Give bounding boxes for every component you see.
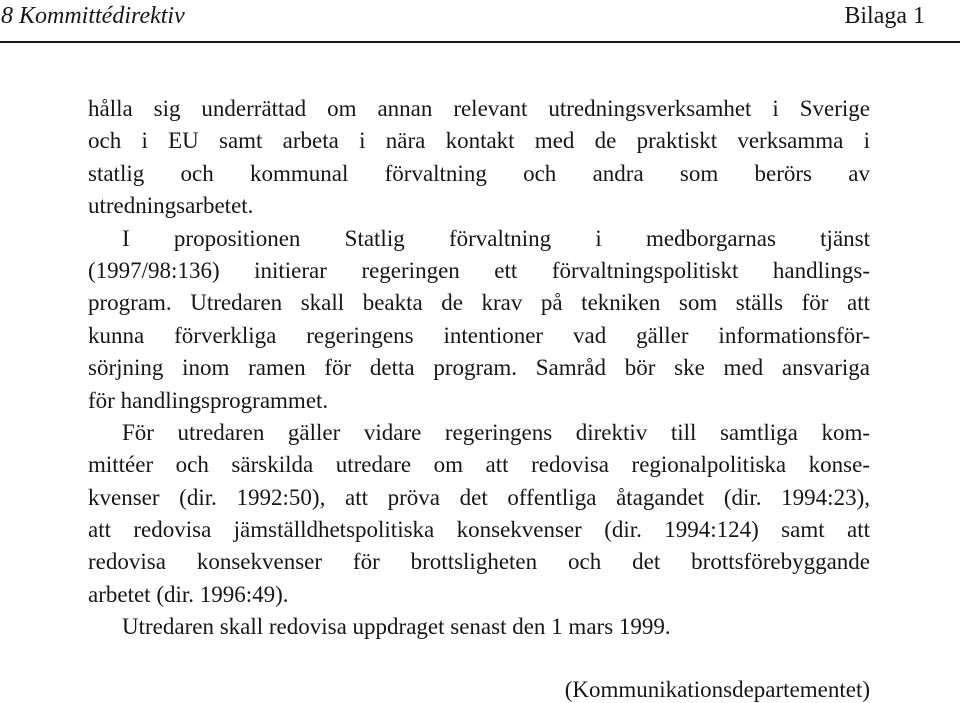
text-line: Utredaren skall redovisa uppdraget senast den 1 mars 1999. (122, 614, 671, 640)
text-line: redovisa konsekvenser för brottsligheten och det brottsförebyggande (88, 549, 870, 575)
text-line: hålla sig underrättad om annan relevant utredningsverksamhet i Sverige (88, 96, 870, 121)
text-line: I propositionen Statlig förvaltning i medborgarnas tjänst (122, 225, 870, 251)
text-line: mittéer och särskilda utredare om att redovisa regionalpolitiska konse- (88, 452, 870, 478)
text-line: att redovisa jämställdhetspolitiska konsekvenser (dir. 1994:124) samt att (88, 517, 870, 543)
paragraph-3 (88, 417, 870, 611)
running-title: 8 Kommittédirektiv (1, 3, 185, 29)
paragraph-1 (88, 93, 870, 223)
page-header (0, 1, 925, 31)
text-line: kvenser (dir. 1992:50), att pröva det offentliga åtagandet (dir. 1994:23), (88, 484, 870, 510)
paragraph-2 (88, 223, 870, 417)
text-line: för handlingsprogrammet. (88, 387, 329, 413)
text-line: För utredaren gäller vidare regeringens direktiv till samtliga kom- (122, 419, 870, 445)
text-line: program. Utredaren skall beakta de krav på tekniken som ställs för att (88, 290, 870, 316)
body-text (88, 93, 870, 644)
text-line: och i EU samt arbeta i nära kontakt med de praktiskt verksamma i (88, 128, 870, 154)
text-line: (1997/98:136) initierar regeringen ett förvaltningspolitiskt handlings- (88, 257, 870, 283)
text-line: kunna förverkliga regeringens intentioner vad gäller informationsför- (88, 322, 870, 348)
header-rule (0, 41, 960, 43)
text-line: sörjning inom ramen för detta program. Samråd bör ske med ansvariga (88, 355, 870, 381)
text-line: utredningsarbetet. (88, 193, 254, 219)
text-line: statlig och kommunal förvaltning och andra som berörs av (88, 160, 870, 186)
signature-department: (Kommunikationsdepartementet) (564, 677, 870, 702)
text-line: arbetet (dir. 1996:49). (88, 581, 289, 607)
appendix-label: Bilaga 1 (844, 3, 925, 29)
paragraph-4 (88, 611, 870, 643)
